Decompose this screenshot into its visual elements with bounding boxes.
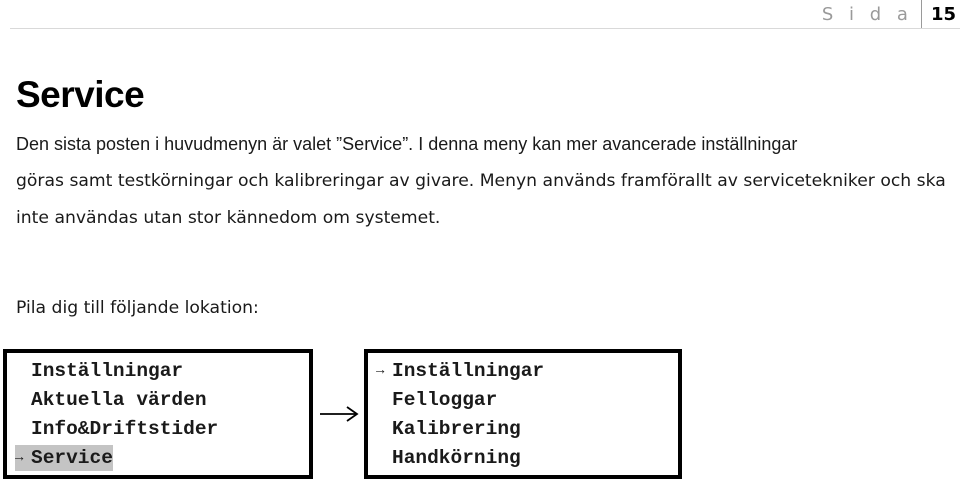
paragraph-segment-2: göras samt testkörningar och kalibreringar av givare. Menyn används framförallt av servicetekniker och ska inte användas utan stor kännedom om systemet.: [16, 171, 946, 228]
menu-item-label: Inställningar: [392, 360, 545, 382]
menu-item-aktuella-varden[interactable]: [15, 387, 207, 413]
main-menu-display: [3, 349, 313, 479]
right-arrow-icon: [318, 402, 360, 426]
menu-item-label: Service: [31, 447, 113, 469]
page-number: 15: [930, 3, 956, 25]
menu-item-label: Info&Driftstider: [31, 418, 219, 440]
menu-item-installningar[interactable]: [15, 358, 183, 384]
menu-item-felloggar[interactable]: [376, 387, 497, 413]
menu-item-label: Inställningar: [31, 360, 184, 382]
menu-item-label: Aktuella värden: [31, 389, 207, 411]
menu-item-info-driftstider[interactable]: [15, 416, 218, 442]
selection-arrow-icon: →: [376, 363, 385, 379]
navigation-instruction: Pila dig till följande lokation:: [16, 298, 259, 318]
menu-item-handkorning[interactable]: [376, 445, 521, 471]
service-menu-display: [364, 349, 682, 479]
page-label: S i d a: [821, 3, 913, 25]
page-header: [822, 0, 960, 28]
menu-item-label: Felloggar: [392, 389, 498, 411]
menu-item-label: Handkörning: [392, 447, 521, 469]
header-rule: [10, 28, 960, 29]
selection-arrow-icon: →: [15, 450, 24, 466]
body-paragraph: [16, 126, 951, 236]
menu-item-installningar[interactable]: [376, 358, 544, 384]
menu-item-kalibrering[interactable]: [376, 416, 521, 442]
menu-item-service[interactable]: [15, 445, 113, 471]
paragraph-segment-1: Den sista posten i huvudmenyn är valet ”Service”. I denna meny kan mer avancerade inställningar: [16, 134, 798, 154]
section-title: Service: [16, 74, 145, 115]
menu-item-label: Kalibrering: [392, 418, 521, 440]
